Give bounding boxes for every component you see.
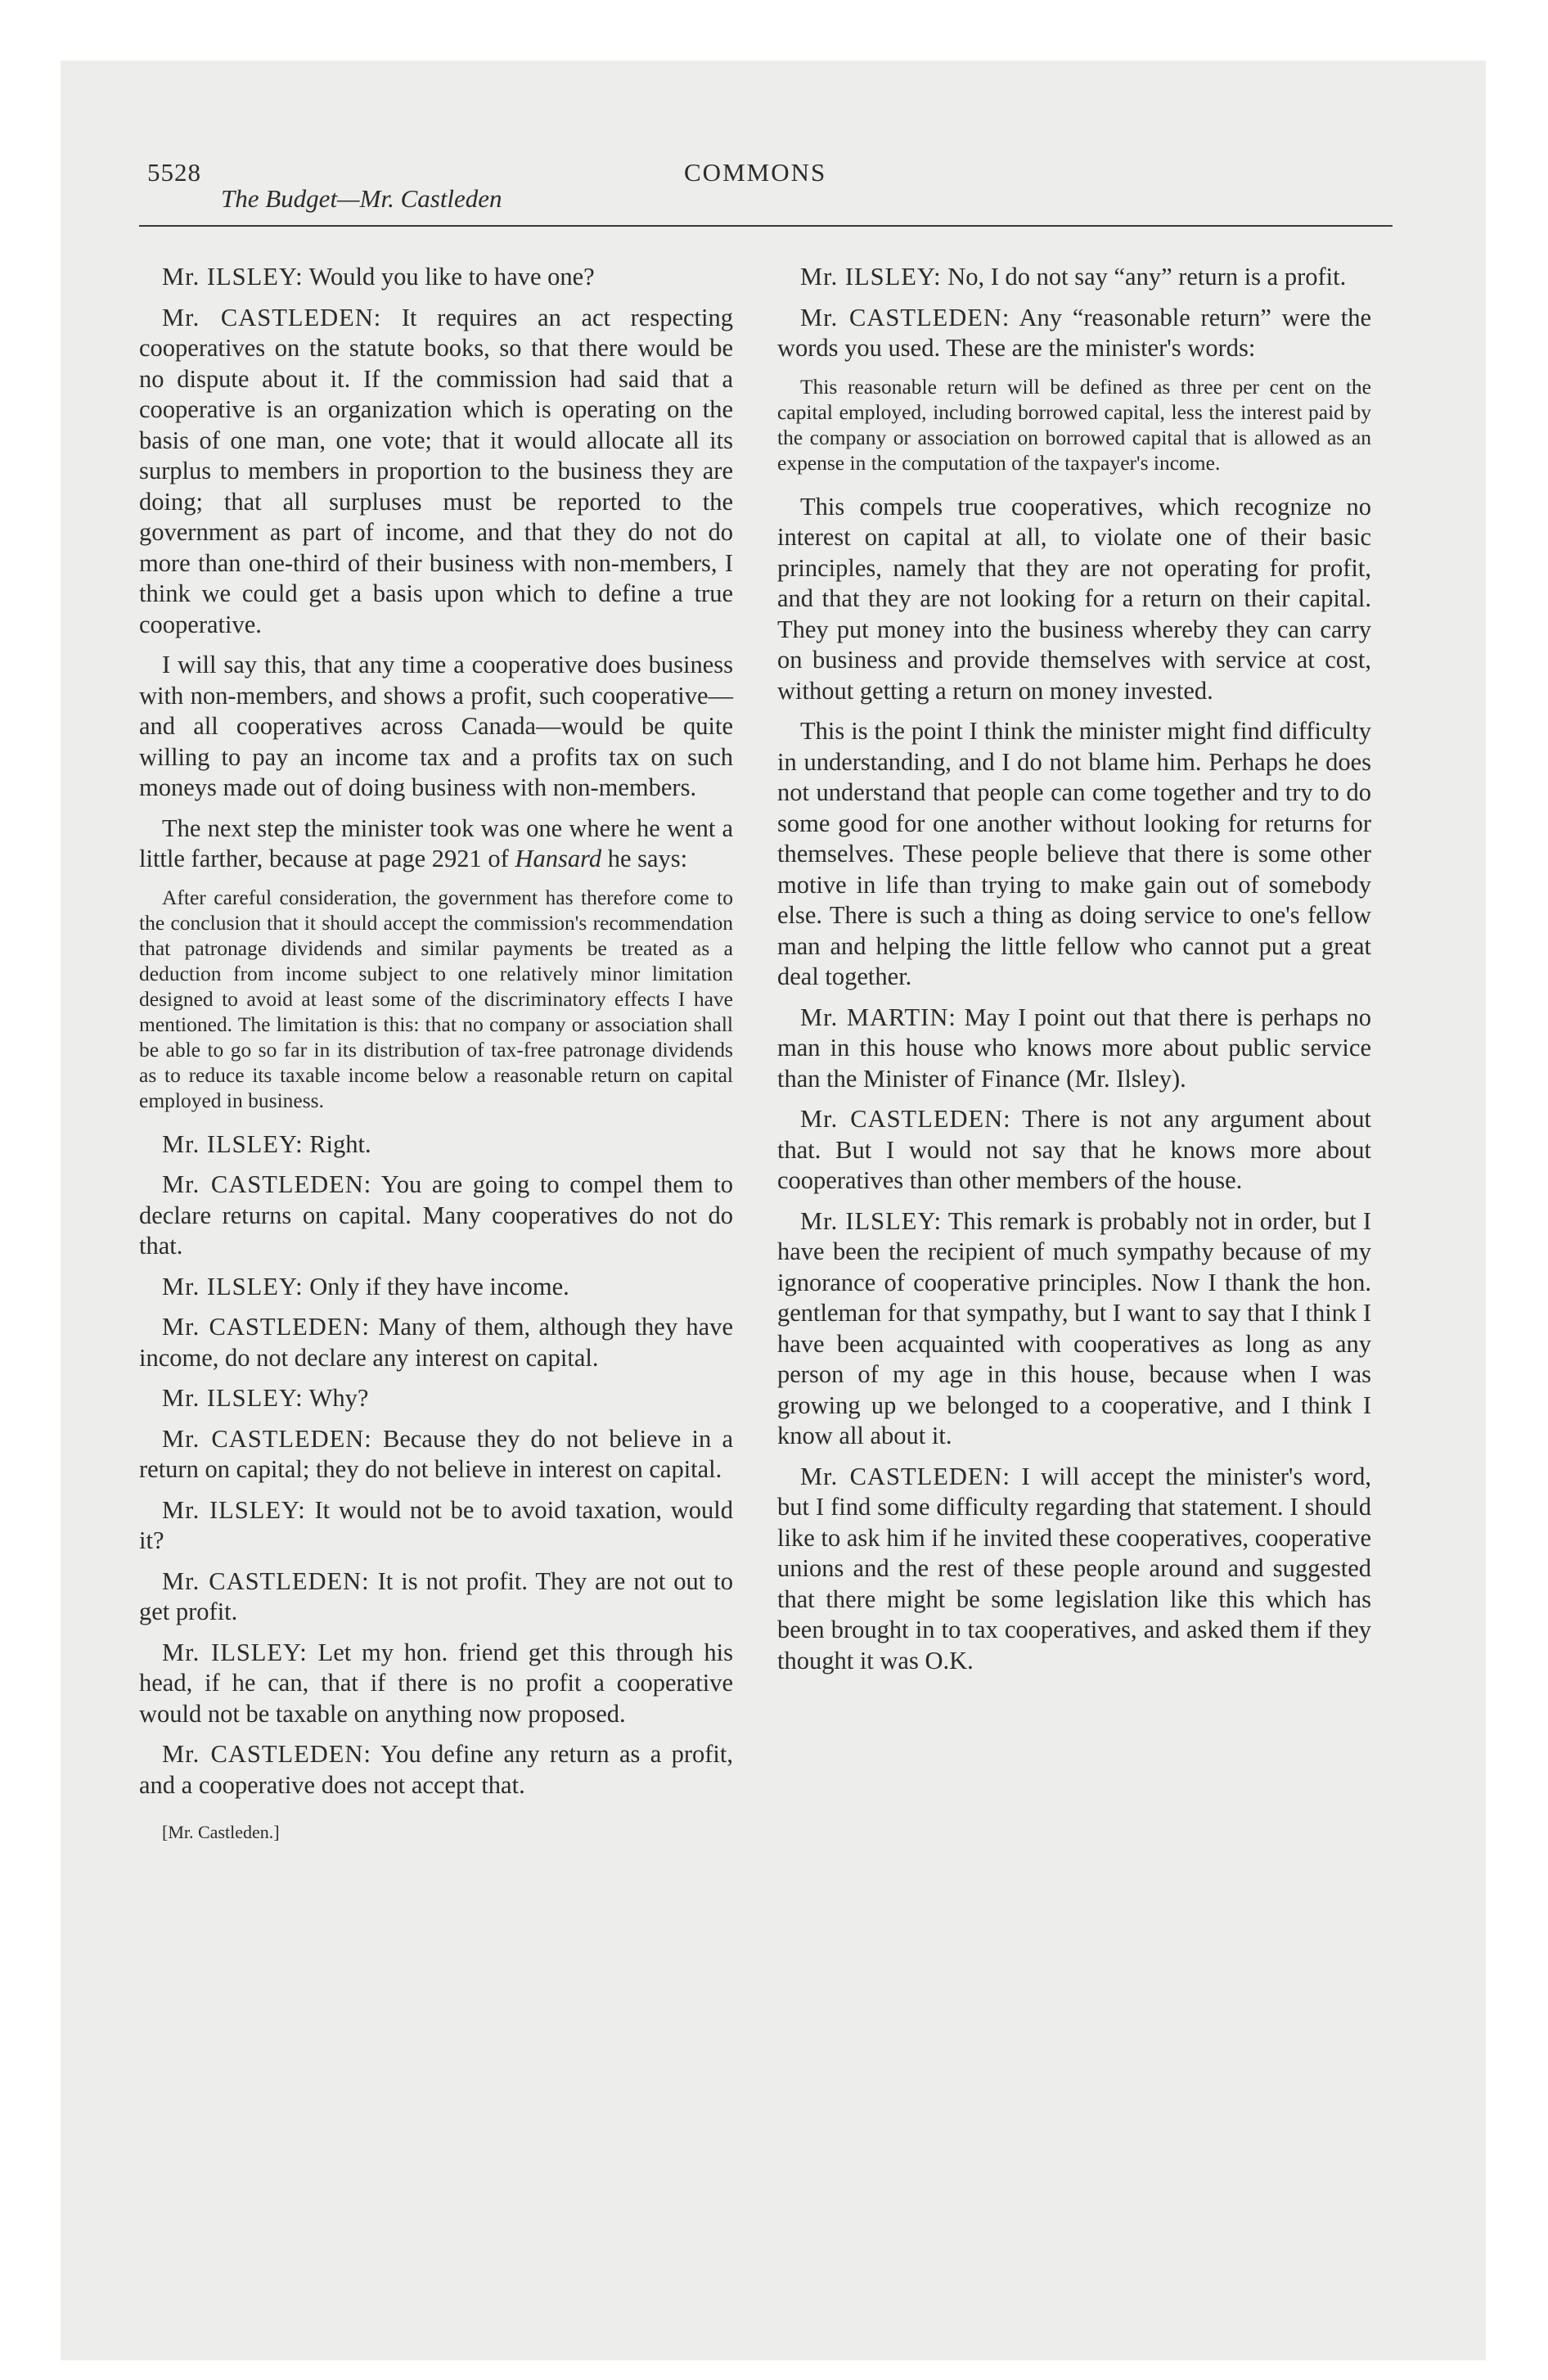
speaker: Mr. CASTLEDEN: bbox=[162, 1313, 370, 1341]
paragraph bbox=[139, 650, 733, 804]
left-column bbox=[139, 262, 733, 1845]
page-number: 5528 bbox=[147, 158, 201, 187]
speech-text: This remark is probably not in order, but I have been the recipient of much sympathy because of my ignorance of cooperative principles. Now I thank the hon. gentleman for that sympathy, but I want to say that I think I have been acquainted with cooperatives as long as any person of my age in this house, because when I was growing up we belonged to a cooperative, and I think I know all about it. bbox=[777, 1206, 1372, 1449]
speaker: Mr. CASTLEDEN: bbox=[162, 1170, 372, 1198]
speaker: Mr. ILSLEY: bbox=[162, 1384, 304, 1412]
speech-text: The next step the minister took was one where he went a little farther, because at page 2921 of bbox=[139, 814, 733, 872]
paragraph bbox=[777, 262, 1371, 293]
paragraph bbox=[139, 1424, 733, 1485]
speaker: Mr. ILSLEY: bbox=[162, 1272, 304, 1300]
speaker: Mr. ILSLEY: bbox=[800, 263, 942, 291]
block-quote: This reasonable return will be defined as three per cent on the capital employed, including borrowed capital, less the interest paid by the company or association on borrowed capital that is allowed as an expense in the computation of the taxpayer's income. bbox=[777, 374, 1371, 475]
speaker: Mr. ILSLEY: bbox=[162, 1495, 306, 1524]
speaker: Mr. ILSLEY: bbox=[800, 1206, 943, 1235]
speech-text: he says: bbox=[607, 845, 688, 872]
running-head: The Budget—Mr. Castleden bbox=[221, 184, 502, 213]
paragraph bbox=[139, 1129, 733, 1161]
speech-text: This compels true cooperatives, which recognize no interest on capital at all, to violate one of their basic principles, namely that they are not operating for profit, and that they are not looking for a return on their capital. They put money into the business whereby they can carry on business and provide themselves with service at cost, without getting a return on money invested. bbox=[777, 492, 1371, 705]
speech-text: Only if they have income. bbox=[309, 1272, 569, 1300]
speech-text: You are going to compel them to declare returns on capital. Many cooperatives do not do that. bbox=[139, 1170, 733, 1260]
paragraph bbox=[777, 1206, 1371, 1452]
speech-text: Why? bbox=[308, 1384, 369, 1412]
paragraph bbox=[777, 1003, 1371, 1095]
speaker: Mr. ILSLEY: bbox=[162, 1638, 308, 1666]
paragraph bbox=[139, 1638, 733, 1730]
paragraph bbox=[139, 1383, 733, 1414]
paragraph bbox=[777, 492, 1371, 707]
speech-text: There is not any argument about that. But I would not say that he knows more about cooperatives than other members of the house. bbox=[777, 1105, 1372, 1194]
paragraph bbox=[139, 1739, 733, 1801]
paragraph bbox=[139, 1312, 733, 1373]
page-header-title: COMMONS bbox=[684, 158, 827, 187]
speech-text: This is the point I think the minister might find difficulty in understanding, and I do not blame him. Perhaps he does not understand that people can come together and try to do some good for one another without looking for returns for themselves. These people believe that there is some other motive in life than trying to make gain out of somebody else. There is such a thing as doing service to one's fellow man and helping the little fellow who cannot put a great deal together. bbox=[777, 717, 1371, 990]
speech-text: No, I do not say “any” return is a profit. bbox=[947, 263, 1347, 291]
paragraph bbox=[139, 1272, 733, 1303]
speech-text: May I point out that there is perhaps no man in this house who knows more about public service than the Minister of Finance (Mr. Ilsley). bbox=[777, 1003, 1371, 1093]
speaker: Mr. ILSLEY: bbox=[162, 263, 304, 291]
speaker: Mr. CASTLEDEN: bbox=[162, 1566, 370, 1595]
paragraph bbox=[777, 303, 1371, 364]
speaker: Mr. CASTLEDEN: bbox=[162, 303, 382, 331]
speech-text: Would you like to have one? bbox=[308, 263, 595, 291]
paragraph bbox=[139, 1170, 733, 1262]
speech-text: It requires an act respecting cooperatives on the statute books, so that there would be no dispute about it. If the commission had said that a cooperative is an organization which is operating on the basis of one man, one vote; that it would allocate all its surplus to members in proportion to the business they are doing; that all surpluses must be reported to the government as part of income, and that they do not do more than one-third of their business with non-members, I think we could get a basis upon which to define a true cooperative. bbox=[139, 303, 733, 638]
speaker: Mr. CASTLEDEN: bbox=[800, 1105, 1011, 1133]
paragraph bbox=[777, 1462, 1371, 1677]
right-column bbox=[777, 262, 1371, 1686]
speech-text: I will accept the minister's word, but I find some difficulty regarding that statement. I should like to ask him if he invited these cooperatives, cooperative unions and the rest of these people around and suggested that there might be some legislation like this which has been brought in to tax cooperatives, and asked them if they thought it was O.K. bbox=[777, 1462, 1371, 1675]
block-quote: After careful consideration, the government has therefore come to the conclusion that it should accept the commission's recommendation that patronage dividends and similar payments be treated as a deduction from income subject to one relatively minor limitation designed to avoid at least some of the discriminatory effects I have mentioned. The limitation is this: that no company or association shall be able to go so far in its distribution of tax-free patronage dividends as to reduce its taxable income below a reasonable return on capital employed in business. bbox=[139, 885, 733, 1112]
paragraph bbox=[139, 303, 733, 641]
speech-text: You define any return as a profit, and a cooperative does not accept that. bbox=[139, 1740, 733, 1799]
speaker: Mr. CASTLEDEN: bbox=[162, 1740, 371, 1768]
paragraph bbox=[139, 814, 733, 875]
speech-text: Many of them, although they have income, do not declare any interest on capital. bbox=[139, 1313, 733, 1372]
speech-text: It is not profit. They are not out to get profit. bbox=[139, 1566, 734, 1625]
speaker: Mr. ILSLEY: bbox=[162, 1129, 304, 1158]
speaker: Mr. MARTIN: bbox=[800, 1003, 956, 1031]
speaker: Mr. CASTLEDEN: bbox=[800, 1462, 1011, 1490]
speaker: Mr. CASTLEDEN: bbox=[800, 303, 1010, 331]
header-rule bbox=[139, 225, 1393, 227]
speaker-footnote: [Mr. Castleden.] bbox=[162, 1822, 280, 1842]
speech-text: Right. bbox=[309, 1129, 371, 1158]
speaker: Mr. CASTLEDEN: bbox=[162, 1424, 372, 1453]
paragraph bbox=[139, 1495, 733, 1557]
paragraph bbox=[139, 262, 733, 293]
speech-text: Let my hon. friend get this through his head, if he can, that if there is no profit a cooperative would not be taxable on anything now proposed. bbox=[139, 1638, 733, 1728]
speech-text: Any “reasonable return” were the words you used. These are the minister's words: bbox=[777, 303, 1371, 362]
speech-text: Because they do not believe in a return on capital; they do not believe in interest on capital. bbox=[139, 1424, 734, 1483]
speech-text: I will say this, that any time a cooperative does business with non-members, and shows a profit, such cooperative—and all cooperatives across Canada—would be quite willing to pay an income tax and a profits tax on such moneys made out of doing business with non-members. bbox=[139, 651, 733, 801]
paragraph bbox=[777, 1104, 1371, 1197]
paragraph bbox=[139, 1566, 733, 1628]
publication-name: Hansard bbox=[515, 845, 602, 872]
paragraph bbox=[777, 716, 1371, 993]
speech-text: It would not be to avoid taxation, would it? bbox=[139, 1495, 734, 1554]
